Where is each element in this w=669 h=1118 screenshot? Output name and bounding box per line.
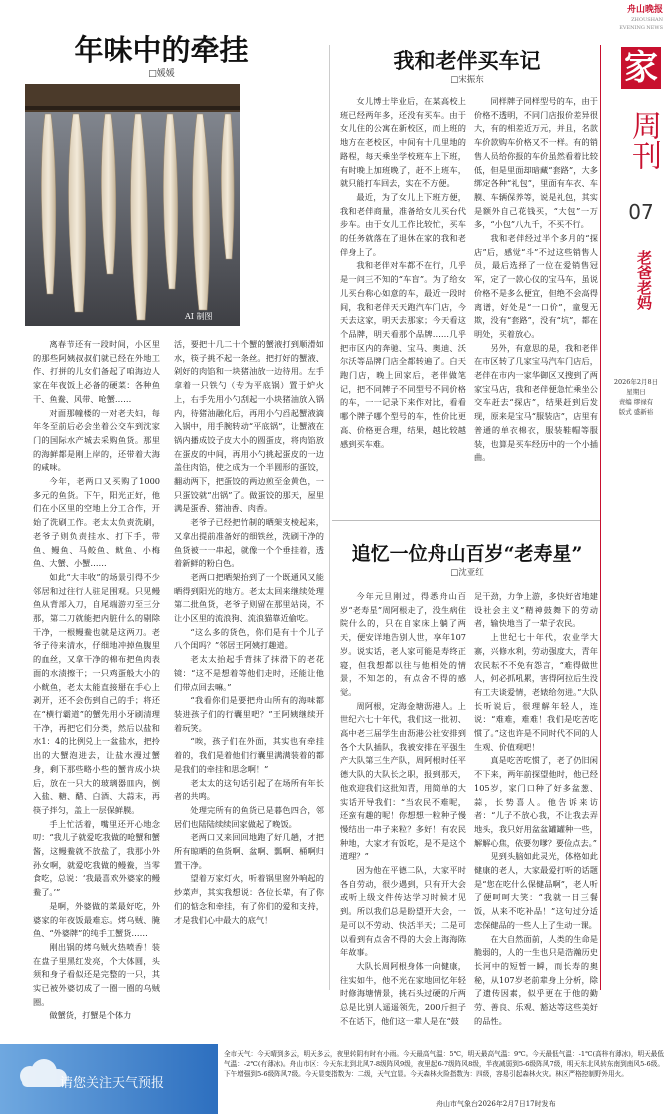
issue-number: 07 bbox=[628, 200, 654, 224]
paragraph: 活，要把十几二十个蟹的蟹液打到顺滑如水，筷子挑不起一条丝。把打好的蟹液、剁好的肉馅和一块猪油放一边待用。左手拿着一只铁勺（专为平底锅）置于炉火上，右手先用小勺刮起一小块猪油放入锅内，待猪油融化后，再用小勺舀起蟹液滴入锅中，用手腕转动“平底锅”，让蟹液在锅内播成饺子皮大小的圆蛋皮，将肉馅放在蛋皮的中间，再用小勺挑起蛋皮的一边盖住肉馅，使之成为一个半圆形的蛋饺，翻动两下，把蛋饺的两边煎至金黄色，一只蛋饺就“出锅”了。做蛋饺的那天，屋里满是蛋香、猪油香、肉香。 bbox=[174, 339, 324, 514]
article2-column-2 bbox=[474, 95, 598, 465]
article1-column-2 bbox=[174, 338, 324, 927]
paragraph: 周阿根，定海金塘沥港人。上世纪六七十年代，我们这一批初、高中老三届学生由沥港公社安排到各个大队插队，我被安排在平强生产大队第三生产队，周阿根时任平德大队的大队长之职，报到那天，他欢迎我们这批知青，用简单的大实话开导我们：“当农民不难呢，还蛮有趣的呢！你想想一粒种子慢慢结出一串子来粒？多好！有农民种地，大家才有饭吃，是不是这个道理？” bbox=[340, 700, 466, 862]
brand-divider bbox=[600, 45, 601, 990]
paragraph: “我看你们是要把舟山所有的海味都装进孩子们的行囊里吧？”王阿姨继续开着玩笑。 bbox=[174, 695, 324, 733]
column-divider bbox=[329, 45, 330, 990]
article1-title: 年味中的牵挂 bbox=[74, 33, 249, 67]
masthead-sub-1: ZHOUSHAN bbox=[631, 17, 663, 23]
weather-footer: 舟山市气象台2026年2月7日17时发布 bbox=[436, 1100, 556, 1108]
issue-weekday: 星期日 bbox=[626, 388, 646, 396]
photo-caption: AI 制图 bbox=[185, 312, 213, 321]
article-divider bbox=[332, 520, 600, 521]
paragraph: 真是吃苦吃惯了，老了仍旧闲不下来，两年前探望他时，他已经105岁，家门口种了好多盆葱、蒜，长势喜人。他告诉来访者：“儿子不放心我，不让我去弄地头，我只好用盆盆罐罐种一些，解解心焦，依要勿嗲？要俭点去。” bbox=[474, 755, 598, 848]
article3-column-2 bbox=[474, 590, 598, 1029]
paragraph: 我和老伴对车都不在行，几乎是一问三不知的“车盲”。为了给女儿买台称心如意的车，最近一段时间，我和老伴天天跑汽车门店，今天去这家，明天去那家；今天看这个品牌，明天看那个品牌……几乎把市区内的奔驰、宝马、奥迪、沃尔沃等品牌门店全都转遍了。白天跑门店，晚上回家后，老伴做笔记，把不同牌子不同型号不同价格的车，一一记录下来作对比，看看哪个牌子哪个型号的车，性价比更高、价格更合理，结果，越比较越感到买车难。 bbox=[340, 260, 466, 449]
article3-title: 追忆一位舟山百岁“老寿星” bbox=[351, 543, 583, 565]
section-title-text: 老爸老妈 bbox=[635, 250, 653, 310]
paragraph: 做蟹货，打蟹是个体力 bbox=[49, 1010, 132, 1021]
paragraph: 手上忙活着，嘴里还开心地念叨：“我儿子就爱吃我做的呛蟹和蟹酱，这鳗鲞就不放盐了，我那小外孙女啊，就爱吃我做的鳗鲞，当零食吃，总说：‘我最喜欢外婆家的鳗鲞了。’” bbox=[33, 818, 160, 898]
brand-subtitle: 周刊 bbox=[626, 110, 661, 170]
paragraph: 我和老伴经过半个多月的“探店”后，感觉“斗”不过这些销售人员，最后选择了一位在爱销售冠军，定了一款心仪的宝马车，虽说价格不是多么便宜，但绝不会高得离谱，好处是“一口价”，童叟无欺，没有“套路”，没有“坑”，都在明处，买着放心。 bbox=[474, 233, 598, 339]
paragraph: 因为他在平德二队，大家平时各自劳动，很少遇到，只有开大会或听上级文件传达学习时候才见到。所以我们总是盼望开大会，一是可以不劳动、快活半天；二是可以看到有点舍不得的大会上海海陈年故事。 bbox=[340, 865, 466, 958]
section-title bbox=[632, 235, 652, 325]
article2-column-1 bbox=[340, 95, 466, 451]
paragraph: 处理完所有的鱼货已是暮色四合，邻居们也陆陆续续回家做起了晚饭。 bbox=[174, 804, 324, 829]
brand-box: 家 bbox=[621, 47, 661, 89]
weather-label: 请您关注天气预报 bbox=[60, 1076, 165, 1091]
masthead bbox=[573, 2, 663, 38]
paragraph: 见到头脑如此灵光，体格如此健康的老人，大家最爱打听的话题是“您在吃什么保健品啊”，老人听了便呵呵大笑：“我就一日三餐饭，从来不吃补品！”这句过分适恋保健品的一些人上了生动一课。 bbox=[474, 851, 598, 930]
article3-column-1 bbox=[340, 590, 466, 1029]
issue-editor: 责编 缪禄有 bbox=[618, 398, 654, 406]
paragraph: 如此“大丰收”的场景引得不少邻居和过往行人驻足围观。只见鳗鱼从背部入刀，自尾端游刃至三分那，第二刀就能把内脏什么的剔除干净，一根鳗鲞也就是这两刀。老爷子待来清水，仔细地冲掉鱼腹里的血丝，又拿干净的棉布把鱼肉表面的水渍擦干；一只鸡蛋般大小的小鱿鱼，老太太能直接掰在手心上剥开，还不会伤到自己的手；将还在“横行霸道”的蟹先用小牙刷清理干净，再把它们分类，然后以盐和水1：4的比例兑上一盆盐水，把拎出的大蟹泡进去，让盐水漫过蟹身，剩下那些略小些的蟹肯成小块后，放在一只大的玻璃器皿内，倒入盐、糖、醋、白酒、大蒜末，再筷子拌匀，盖上一层保鲜膜。 bbox=[33, 571, 160, 815]
paragraph: 同样牌子同样型号的车，由于价格不透明，不同门店报价差异很大，有的相差近万元，并且，名款车价款购车价格又不一样。有的销售人员给你报的车价虽然看着比较低，但是里面却暗藏“套路”，大多绑定各种“礼包”，里面有车衣、车膜、车辆保养等，说是礼包，其实是额外自己花钱买，“大包”一万多，“小包”八九千，不买不行。 bbox=[474, 96, 598, 230]
paragraph: 在大自然面前，人类的生命是脆弱的，人的一生也只是浩瀚历史长河中的短暂一瞬，而长寿的奥秘，从107岁老前辈身上分析，除了遗传因素，似乎更在于他的勤劳、善良、乐观、豁达等这些美好的品性。 bbox=[474, 933, 598, 1026]
article2-author: □宋振东 bbox=[450, 75, 484, 85]
article1-photo bbox=[25, 84, 240, 326]
article2-title: 我和老伴买车记 bbox=[393, 48, 541, 73]
issue-date: 2026年2月8日 bbox=[613, 378, 659, 386]
paragraph: 老爷子已经把竹制的晒架支棱起来，又拿出提前准备好的细铁丝，洗刷干净的鱼货被一一串起，就像一个个垂挂着，透着新鲜的粉白色。 bbox=[174, 517, 324, 569]
paragraph: 对面那幢楼的一对老夫妇，每年冬至前后必会坐着公交车到沈家门的国际水产城去采购鱼货。那里的海鲜都是刚上岸的，还带着大海的咸味。 bbox=[33, 407, 160, 473]
paragraph: 是啊，外婆做的菜最好吃，外婆家的年夜饭最难忘。烤乌贼、腌鱼、“外婆牌”的纯手工蟹货…… bbox=[33, 900, 160, 939]
paragraph: 今年，老两口又买购了1000多元的鱼货。下午，阳光正好，他们在小区里的空地上分工合作，开始了洗刷工作。老太太负责洗刷，老爷子则负责挂水、打下手，带鱼、鳗鱼、马鲛鱼、鱿鱼、小梅鱼、大蟹、小蟹…… bbox=[33, 476, 160, 569]
paragraph: 另外，有意思的是，我和老伴在市区转了几家宝马汽车门店后，老伴在市内一家华御区又搜到了两家宝马店，我和老伴便急忙乘坐公交车赶去“探店”，结果赶到后发现，原来是宝马“服装店”，店里有普通的单衣棉衣，服装鞋帽等服装，也算是买车经历中的一个小插曲。 bbox=[474, 342, 598, 463]
paragraph: “这么多的货色，你们是有十个儿子八个闺吗？”邻居王阿姨打趣道。 bbox=[174, 626, 324, 651]
paragraph: 最近，为了女儿上下班方便，我和老伴商量，准备给女儿买台代步车。由于女儿工作比较忙，买车的任务就落在了退休在家的我和老伴身上了。 bbox=[340, 191, 466, 257]
article3-author: □沈亚红 bbox=[450, 568, 484, 578]
weather-forecast: 全市天气：今天晴到多云，明天多云，夜里转阴有时有小雨。今天最高气温：5℃，明天最高气温：9℃。今天最低气温：-1℃(高梓有薄冰)，明天最低气温：-2℃(有薄冰)。舟山市区：今天东北到北风7-8级阵风9级，夜里起6-7级阵风8级，半夜减弱到5-6级阵风7级，明天东北风转东南到南风5-6级。下午增强到5-6级阵风7级。今天显变指数为：二级，天气宜显。今天森林火险指数为：四级，容易引起森林火灾。林区严格控制野外用火。 bbox=[224, 1050, 664, 1078]
paragraph: 望着万家灯火，听着锅里窗外响起的炒菜声，其实我想说：各位长辈，有了你们的惦念和牵挂，有了你们的爱和支持，才是我们心中最大的底气！ bbox=[174, 873, 324, 925]
paragraph: 刚出锅的烤乌贼火热喷香！装在盘子里黑红发亮，个大体圆，头须和身子看似还是完整的一只，其实已被外婆切成了一圈一圈的乌贼圈。 bbox=[33, 941, 160, 1007]
article1-author: □媛媛 bbox=[148, 69, 175, 79]
paragraph: 女儿博士毕业后，在某高校上班已经两年多，还没有买车。由于女儿住的公寓在新校区，而上班的地方在老校区，中间有十几里地的路程，每天乘坐学校班车上下班，有时晚上加班晚了，赶不上班车，就只能打车回去，实在不方便。 bbox=[340, 96, 466, 189]
issue-layout: 版式 盛新裕 bbox=[618, 408, 654, 416]
masthead-sub-2: EVENING NEWS bbox=[619, 25, 663, 31]
paragraph: 老太太的这句话引起了在场所有年长者的共鸣。 bbox=[174, 777, 324, 802]
paragraph: 足干劲，力争上游，多快好省地建设社会主义”精神鼓舞下的劳动者，输快地当了一辈子农民。 bbox=[474, 591, 598, 629]
article1-column-1 bbox=[33, 338, 160, 1023]
paragraph: 今年元旦刚过，得悉舟山百岁“老寿星”周阿根走了，没生病住院什么的，只在自家床上躺了两天，便安详地告别人世，享年107岁。说实话，老人家可能是寿终正寝，但我想都以往与他相处的情景，不知怎的，有点舍不得的感觉。 bbox=[340, 591, 466, 697]
paragraph: 老两口把晒架抬到了一个既通风又能晒得到阳光的地方。老太太回来继续处理第二批鱼货，老爷子则留在那里站岗，不让小区里的流浪狗、流浪猫靠近偷吃。 bbox=[174, 571, 324, 624]
paragraph: 大队长周阿根身体一向健康，往实如牛，他不光在家地回忆年轻时修海塘情景，挑石头过硬的斤两总是比别人遥遥领先，200斤担子不在话下，他们这一辈人是在“鼓 bbox=[340, 960, 466, 1026]
paragraph: “唉，孩子们在外面，其实也有牵挂着的，我们是着他们行囊里满满装着的都是我们的牵挂和思念啊！” bbox=[174, 736, 324, 774]
paragraph: 离春节还有一段时间，小区里的那些阿姨叔叔们就已经在外地工作、打拼的儿女们备起了咱海边人家在年夜饭上必备的硬菜：各种鱼干、鱼鲞、风带、呛蟹…… bbox=[33, 339, 160, 404]
masthead-logo: 舟山晚报 bbox=[626, 5, 663, 15]
paragraph: 上世纪七十年代，农业学大寨，兴修水利，劳动强度大，青年农民耘不不免有怨言，“难得做世人，何必抓吼累，害得阿拉后生没有工夫谈爱情，老婊给勿进。”大队长听说后，很理解年轻人，连说：“难难，难难！我们是吃苦吃惯了。”这也许是不同时代不同的人生观、价值观吧！ bbox=[474, 632, 598, 752]
drying-fish-illustration bbox=[25, 84, 240, 326]
issue-meta bbox=[606, 377, 666, 417]
paragraph: 老两口又来回回地跑了好几趟，才把所有晾晒的鱼货啊、盆啊、瓢啊、桶啊归置干净。 bbox=[174, 832, 324, 870]
paragraph: 老太太抬起手背抹了抹滑下的老花镜：“这不是想着等他们走时，还能让他们带点回去嘛。” bbox=[174, 654, 324, 692]
